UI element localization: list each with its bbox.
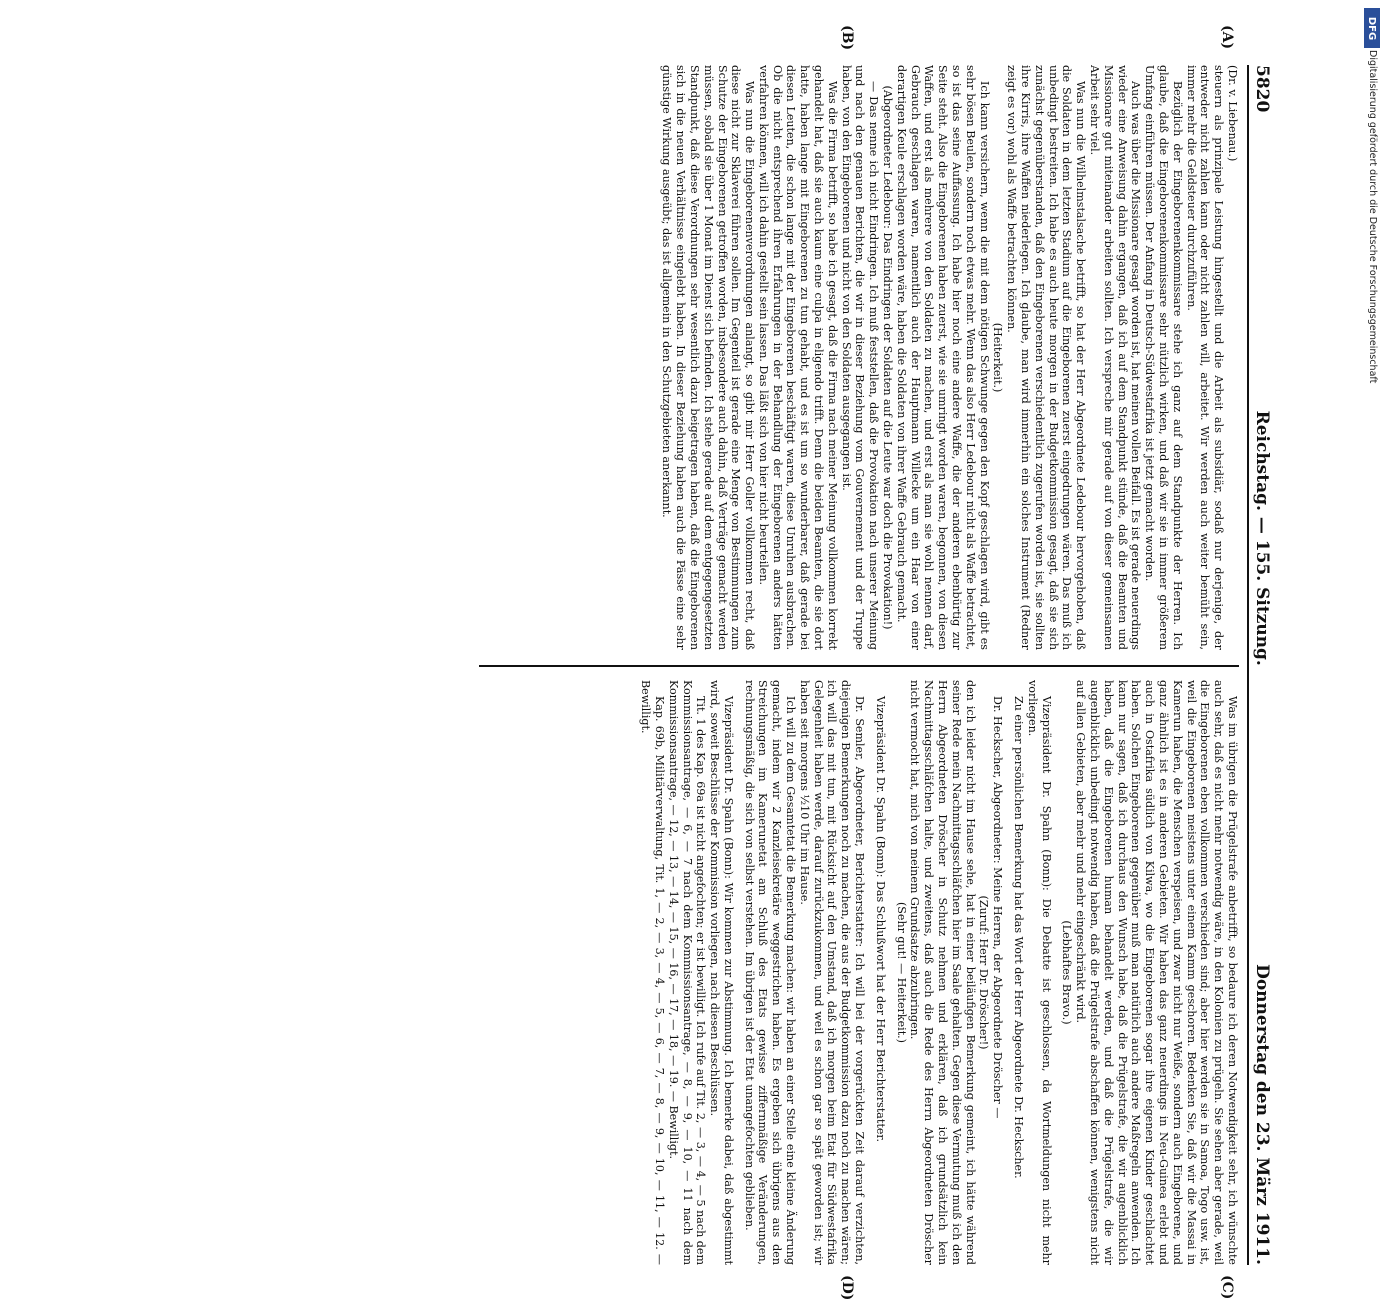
paragraph: (Lebhaftes Bravo.) <box>1060 920 1074 1025</box>
paragraph: Dr. Semler, Abgeordneter, Berichterstatter: Ich will bei der vorgerückten Zeit darauf verzichten, diejenigen Bemerkungen noch zu machen, die aus der Budgetkommission dazu noch zu machen wären; ich will das mit tun, mit Rücksicht auf den Umstand, daß ich morgen beim Etat für Südwestafrika Gelegenheit haben werde, darauf zurückzukommen, und weil es schon gar so spät geworden ist; wir haben seit morgens ½10 Uhr im Hause. <box>797 680 867 1265</box>
paragraph: Was im übrigen die Prügelstrafe anbetrifft, so bedaure ich deren Notwendigkeit sehr, ich wünschte auch sehr, daß es nicht mehr notwendig wäre, in den Kolonien zu prügeln. Sie sehen aber gerade, weil die Eingeborenen eben vollkommen verschieden sind; aber hier werden sie in Samoa, Togo usw. ist, weil die Eingeborenen meistens unter einem Kamm geschoren. Bedenken Sie, daß wir die Massai in Kamerun haben, die Menschen verspeisen, und zwar nicht nur Weiße, sondern auch Eingeborene, und ganz ähnlich ist es in anderen Gebieten. Wir haben das ganz neuerdings in Neu-Guinea erlebt und auch in Ostafrika südlich von Kilwa, wo die Eingeborenen sogar ihre eigenen Kinder geschlachtet haben. Solchen Eingeborenen gegenüber muß man natürlich auch andere Maßregeln anwenden. Ich kann nur sagen, daß ich durchaus den Wunsch habe, daß die Prügelstrafe, die wir augenblicklich haben, daß die Eingeborenen human behandelt werden, und daß die Prügelstrafe, die wir augenblicklich unbedingt notwendig haben, daß die Prügelstrafe abschaffen können, wenigstens nicht auf allen Gebieten, aber mehr und mehr eingeschränkt wird. <box>1074 680 1239 1265</box>
margin-marker-a: (A) <box>1219 25 1235 50</box>
column-divider <box>479 665 1239 667</box>
paragraph: Bezüglich der Eingeborenenkommissare stehe ich ganz auf dem Standpunkte der Herren. Ich glaube, daß die Eingeborenenkommissare sehr nützlich wirken, und daß wir sie in immer größerem Umfang einführen müssen. Der Anfang in Deutsch-Südwestafrika ist jetzt gemacht worden. <box>1143 65 1184 650</box>
session-title: Reichstag. — 155. Sitzung. <box>1252 410 1272 666</box>
left-column <box>479 65 1239 650</box>
paragraph: Was die Firma betrifft, so habe ich gesagt, daß die Firma nach meiner Meinung vollkommen korrekt gehandelt hat, daß sie auch kaum eine culpa in eligendo trifft. Denn die beiden Beamten, die sie dort hatte, haben lange mit Eingeborenen zu tun gehabt, und es ist um so wunderbarer, daß gerade bei diesen Leuten, die schon lange mit der Eingeborenen beschäftigt waren, diese Unruhen ausbrachen. Ob die nicht entsprechend ihren Erfahrungen in der Behandlung der Eingeborenen anders hätten verfahren können, will ich dahin gestellt sein lassen. Das läßt sich von hier nicht beurteilen. <box>756 65 839 650</box>
right-column <box>479 680 1239 1265</box>
page-number: 5820 <box>1252 65 1272 113</box>
paragraph: (Dr. v. Liebenau.) <box>1226 65 1239 162</box>
paragraph: (Abgeordneter Ledebour: Das Eindringen der Soldaten auf die Leute war doch die Provokation!) <box>881 85 895 630</box>
paragraph: Tit. 1 des Kap. 69a ist nicht angefochten; er ist bewilligt. Ich rufe auf Tit. 2, — 3, — 4, — 5 nach dem Kommissionsantrage, — 6, — 7 nach dem Kommissionsantrage, — 8, — 9, — 10, — 11 nach dem Kommissionsantrage, — 12, — 13, — 14, — 15, — 16, — 17, — 18, — 19. — Bewilligt. <box>666 680 708 1265</box>
paragraph: Ich kann versichern, wenn die mit dem nötigen Schwunge gegen den Kopf geschlagen wird, gibt es sehr bösen Beulen, sondern noch etwas mehr. Wenn das also Herr Ledebour nicht als Waffe betrachtet, so ist das seine Auffassung. Ich habe hier noch eine andere Waffe, die der anderen ebenbürtig zur Seite steht. Also die Eingeborenen haben zuerst, wie sie umringt worden waren, begonnen, von diesen Waffen, und erst als mehrere von den Soldaten zu machen, und erst als man sie wohl nennen darf, Gebrauch geschlagen waren, namentlich auch der Hauptmann Willecke um ein Haar von einer derartigen Keule erschlagen worden wäre, haben die Soldaten von ihrer Waffe Gebrauch gemacht. <box>894 65 991 650</box>
paragraph: Zu einer persönlichen Bemerkung hat das Wort der Herr Abgeordnete Dr. Heckscher. <box>1012 696 1026 1179</box>
paragraph: (Heiterkeit.) <box>991 322 1005 393</box>
paragraph: steuern als prinzipale Leistung hingestellt und die Arbeit als subsidiär, sodaß nur derjenige, der entweder nicht zahlen kann oder nicht zahlen will, arbeitet. Wir werden auch weiter bemüht sein, immer mehr die Geldsteuer durchzuführen. <box>1184 65 1226 650</box>
paragraph: (Zuruf: Herr Dr. Dröscher!) <box>977 895 991 1050</box>
margin-marker-c: (C) <box>1219 1275 1235 1300</box>
paragraph: (Sehr gut! — Heiterkeit.) <box>894 901 908 1044</box>
paragraph: — Das nenne ich nicht Eindringen. Ich muß feststellen, daß die Provokation nach unserer Meinung und nach den genauen Berichten, die wir in dieser Beziehung vom Gouvernement und der Truppe haben, von den Eingeborenen und nicht von den Soldaten ausgegangen ist. <box>839 65 881 650</box>
paragraph: den ich leider nicht im Hause sehe, hat in einer beiläufigen Bemerkung gemeint, ich hätte während seiner Rede mein Nachmittagsschläfchen hier im Saale gehalten. Gegen diese Vermutung muß ich den Herrn Abgeordneten Dröscher in Schutz nehmen und erklären, daß ich grundsätzlich kein Nachmittagsschläfchen halte, und zweitens, daß auch die Rede des Herrn Abgeordneten Dröscher nicht vermocht hat, mich von meinem Grundsatze abzubringen. <box>908 680 977 1265</box>
paragraph: Vizepräsident Dr. Spahn (Bonn): Das Schlußwort hat der Herr Berichterstatter. <box>873 696 887 1143</box>
margin-marker-d: (D) <box>839 1275 855 1300</box>
session-date: Donnerstag den 23. März 1911. <box>1252 964 1272 1265</box>
paragraph: Kap. 69b, Militärverwaltung, Tit. 1, — 2, — 3, — 4, — 5, — 6, — 7, — 8, — 9, — 10, — 11, — 12. — Bewilligt. <box>639 680 666 1265</box>
margin-marker-b: (B) <box>839 25 855 51</box>
paragraph: Vizepräsident Dr. Spahn (Bonn): Die Debatte ist geschlossen, da Wortmeldungen nicht mehr vorliegen. <box>1025 680 1053 1265</box>
paragraph: Ich will zu dem Gesamtetat die Bemerkung machen: wir haben an einer Stelle eine kleine Änderung gemacht, indem wir 2 Kanzleisekretäre weggestrichen haben. Es ergeben sich übrigens aus den Streichungen im Kamerunetat am Schluß des Etats gewisse ziffernmäßige Veränderungen, rechnungsmäßig, die sich von selbst verstehen. Im übrigen ist der Etat unangefochten geblieben. <box>742 680 798 1265</box>
paragraph: Dr. Heckscher, Abgeordneter: Meine Herren, der Abgeordnete Dröscher — <box>991 696 1005 1119</box>
paragraph: Was nun die Wilhelmstalsache betrifft, so hat der Herr Abgeordnete Ledebour hervorgehoben, daß die Soldaten in dem letzten Stadium auf die Eingeborenen zuerst eingedrungen wären. Das muß ich unbedingt bestreiten. Ich habe es auch heute morgen in der Budgetkommission gesagt, daß sie sich zunächst gegenüberstanden, daß den Eingeborenen verschiedentlich zugerufen worden ist, sie sollten ihre Kirris, ihre Waffen niederlegen. Ich glaube, man wird immerhin ein solches Instrument (Redner zeigt es vor) wohl als Waffe betrachten können. <box>1005 65 1088 650</box>
paragraph: Was nun die Eingeborenenverordnungen anlangt, so gibt mir Herr Goller vollkommen recht, daß diese nicht zur Sklaverei führen sollen. Im Gegenteil ist gerade eine Menge von Bestimmungen zum Schutze der Eingeborenen getroffen worden, insbesondere auch dahin, daß Verträge gemacht werden müssen, sobald sie über 1 Monat im Dienst sich befinden. Ich stehe gerade auf dem entgegengesetzten Standpunkt, daß diese Verordnungen sehr wesentlich dazu beigetragen haben, daß die Eingeborenen sich in die neuen Verhältnisse eingelebt haben. In dieser Beziehung haben auch die Pässe eine sehr günstige Wirkung ausgeübt; das ist allgemein in den Schutzgebieten anerkannt. <box>660 65 757 650</box>
paragraph: Vizepräsident Dr. Spahn (Bonn): Wir kommen zur Abstimmung. Ich bemerke dabei, daß abgestimmt wird, soweit Beschlüsse der Kommission vorliegen, nach diesen Beschlüssen. <box>708 680 735 1265</box>
dfg-logo: DFG <box>1364 8 1380 48</box>
paragraph: Auch was über die Missionare gesagt worden ist, hat meinen vollen Beifall. Es ist gerade neuerdings wieder eine Anweisung dahin ergangen, daß ich auf dem Standpunkt stünde, daß die Beamten und Missionare gut miteinander arbeiten sollten. Ich verspreche mir gerade auf von dieser gemeinsamen Arbeit sehr viel. <box>1088 65 1143 650</box>
page-header <box>1247 65 1275 1265</box>
digitization-note: Digitalisierung gefördert durch die Deutsche Forschungsgemeinschaft <box>1367 50 1378 384</box>
